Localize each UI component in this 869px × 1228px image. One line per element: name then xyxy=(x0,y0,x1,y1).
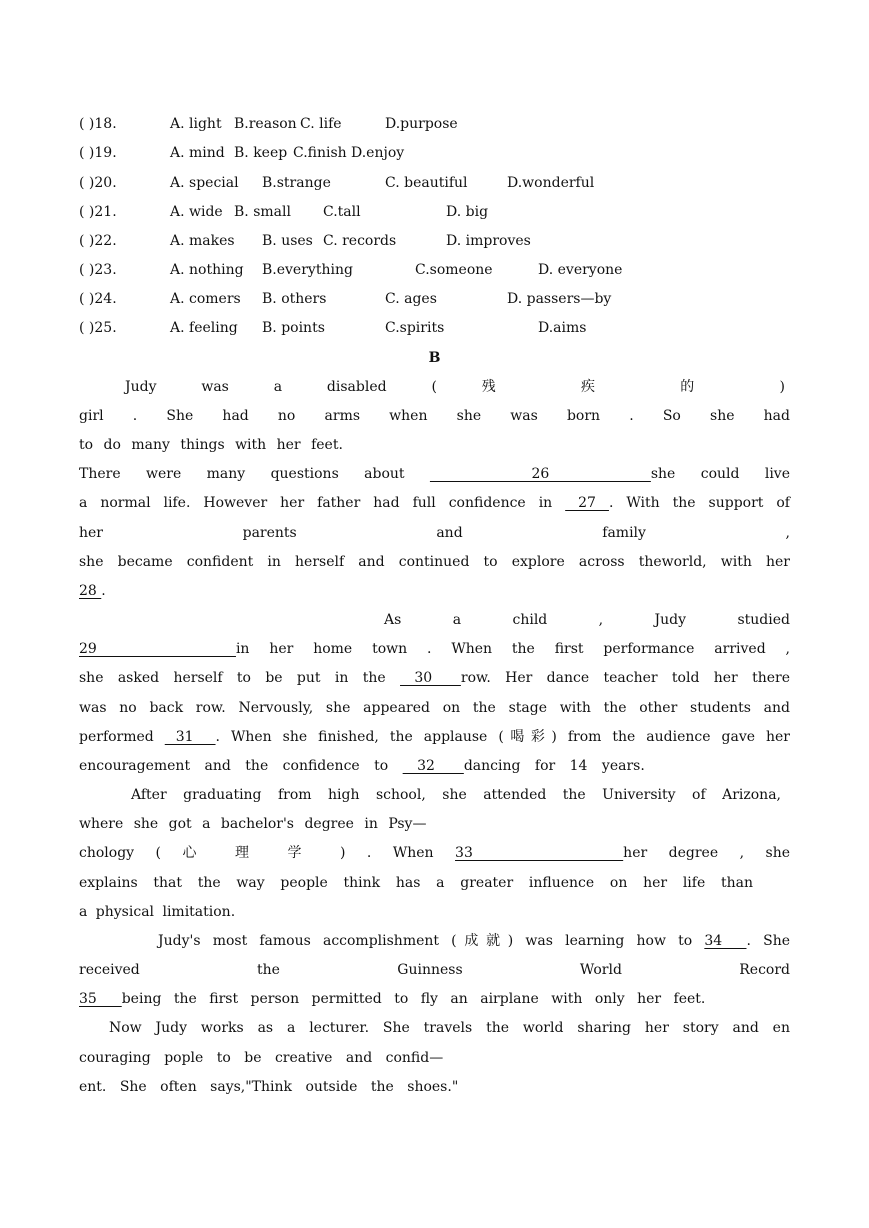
passage-line: she became confident in herself and continued to explore across theworld, with her xyxy=(79,554,790,570)
blank-35: 35 xyxy=(79,991,122,1007)
passage-line: received the Guinness World Record xyxy=(79,962,790,978)
question-number: ( )21. xyxy=(79,204,117,220)
blank-28: 28 xyxy=(79,583,102,599)
option-b: B. keep xyxy=(234,145,288,161)
passage-line: encouragement and the confidence to 32 dancing for 14 years. xyxy=(79,758,645,774)
option-d: D.wonderful xyxy=(507,175,595,191)
blank-27: 27 xyxy=(565,495,609,511)
option-a: A. light xyxy=(170,116,222,132)
question-number: ( )24. xyxy=(79,291,117,307)
passage-line: girl . She had no arms when she was born . So she had xyxy=(79,408,790,424)
section-title: B xyxy=(428,350,441,366)
passage-line: was no back row. Nervously, she appeared on the stage with the other students and xyxy=(79,700,790,716)
option-c: C.finish xyxy=(293,145,347,161)
option-b: B.strange xyxy=(262,175,331,191)
option-c: C.someone xyxy=(415,262,493,278)
passage-line: where she got a bachelor's degree in Psy— xyxy=(79,816,427,832)
blank-32: 32 xyxy=(402,758,464,774)
passage-line: a physical limitation. xyxy=(79,904,236,920)
passage-line: chology ( 心 理 学 ) . When 33 her degree , she xyxy=(79,845,790,861)
option-d: D. everyone xyxy=(538,262,623,278)
passage-line: couraging pople to be creative and confid— xyxy=(79,1050,444,1066)
option-c: C.tall xyxy=(323,204,361,220)
passage-line: After graduating from high school, she attended the University of Arizona, xyxy=(131,787,781,803)
passage-line: 35 being the first person permitted to fly an airplane with only her feet. xyxy=(79,991,706,1007)
blank-31: 31 xyxy=(164,729,216,745)
option-c: C.spirits xyxy=(385,320,445,336)
option-a: A. feeling xyxy=(170,320,238,336)
option-a: A. makes xyxy=(170,233,235,249)
passage-line: performed 31 . When she finished, the applause (喝彩) from the audience gave her xyxy=(79,729,790,745)
passage-line: Judy was a disabled ( 残 疾 的 ) xyxy=(125,379,785,395)
option-d: D.purpose xyxy=(385,116,458,132)
question-number: ( )25. xyxy=(79,320,117,336)
passage-line: to do many things with her feet. xyxy=(79,437,343,453)
option-c: C. records xyxy=(323,233,397,249)
question-number: ( )22. xyxy=(79,233,117,249)
option-b: B. uses xyxy=(262,233,313,249)
option-c: C. ages xyxy=(385,291,437,307)
option-b: B. small xyxy=(234,204,291,220)
passage-line: Judy's most famous accomplishment (成就) was learning how to 34 . She xyxy=(158,933,790,949)
option-b: B. points xyxy=(262,320,325,336)
option-d: D.enjoy xyxy=(351,145,405,161)
passage-line: Now Judy works as a lecturer. She travels the world sharing her story and en xyxy=(109,1020,790,1036)
option-d: D. big xyxy=(446,204,489,220)
passage-line: ent. She often says,"Think outside the shoes." xyxy=(79,1079,459,1095)
option-b: B. others xyxy=(262,291,327,307)
passage-line: she asked herself to be put in the 30 row. Her dance teacher told her there xyxy=(79,670,791,686)
option-b: B.everything xyxy=(262,262,353,278)
blank-26: 26 xyxy=(429,466,651,482)
option-d: D. improves xyxy=(446,233,531,249)
option-d: D.aims xyxy=(538,320,587,336)
passage-line: explains that the way people think has a greater influence on her life than xyxy=(79,875,753,891)
question-number: ( )19. xyxy=(79,145,117,161)
option-a: A. comers xyxy=(170,291,241,307)
option-a: A. nothing xyxy=(170,262,244,278)
option-d: D. passers—by xyxy=(507,291,612,307)
option-a: A. mind xyxy=(170,145,225,161)
option-a: A. special xyxy=(170,175,239,191)
blank-33: 33 xyxy=(455,845,624,861)
passage-line: There were many questions about 26 she could live xyxy=(79,466,790,482)
passage-line: her parents and family , xyxy=(79,525,790,541)
option-b: B.reason xyxy=(234,116,297,132)
blank-29: 29 xyxy=(79,641,236,657)
passage-line: 29 in her home town . When the first performance arrived , xyxy=(79,641,790,657)
passage-line: As a child , Judy studied xyxy=(384,612,790,628)
option-c: C. beautiful xyxy=(385,175,468,191)
option-a: A. wide xyxy=(170,204,223,220)
blank-30: 30 xyxy=(400,670,461,686)
passage-line: 28 . xyxy=(79,583,106,599)
blank-34: 34 xyxy=(704,933,747,949)
question-number: ( )20. xyxy=(79,175,117,191)
question-number: ( )23. xyxy=(79,262,117,278)
question-number: ( )18. xyxy=(79,116,117,132)
option-c: C. life xyxy=(300,116,342,132)
passage-line: a normal life. However her father had full confidence in 27 . With the support of xyxy=(79,495,790,511)
